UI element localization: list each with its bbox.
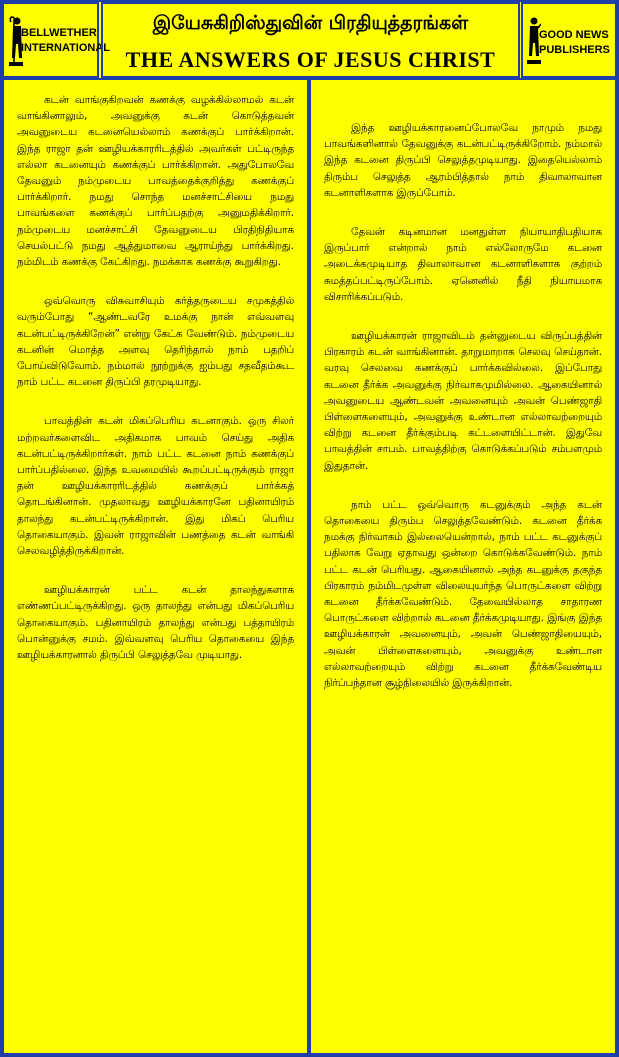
- paragraph: ஊழியக்காரன் பட்ட கடன் தாலந்துகளாக எண்ணப்பட்டிருக்கிறது. ஒரு தாலந்து என்பது மிகப்பெரிய தொகையாகும். பதினாயிரம் தாலந்து என்பது பத்தாயிரம் பொன்னுக்கு சமம். இவ்வளவு பெரிய தொகையை இந்த ஊழியக்காரனால் திருப்பி செலுத்தவே முடியாது.: [17, 584, 294, 662]
- logo-line: GOOD NEWS: [539, 29, 609, 41]
- paragraph: பாவத்தின் கடன் மிகப்பெரிய கடனாகும். ஒரு சிலர் மற்றவர்களைவிட அதிகமாக பாவம் செய்து அதிக கடன்பட்டிருக்கிறார்கள். நாம் பட்ட கடனை நாம் கணக்குப் பார்ப்பதில்லை. இந்த உவமையில் கூறப்பட்டிருக்கும் ராஜா தன் ஊழியக்காரரிடத்தில் கணக்குப் பார்க்கத் தொடங்கினான். முதலாவது ஊழியக்காரனே பதினாயிரம் தாலந்து கடன்பட்டிருக்கிறான். இது மிகப் பெரிய தொகையாகும். இவன் ராஜாவின் பணத்தை கடன் வாங்கி செலவழித்திருக்கிறான்.: [17, 415, 294, 558]
- paragraph: ஒவ்வொரு விசுவாசியும் கர்த்தருடைய சமுகத்தில் வரும்போது “ஆண்டவரே உமக்கு நான் எவ்வளவு கடன்பட்டிருக்கிறேன்” என்று கேட்க வேண்டும். நம்முடைய கடனின் மொத்த அளவு தெரிந்தால் நாம் பதறிப் போய்விடுவோம். நம்மால் நூற்றுக்கு ஐம்பது சதவீதம்கூட நாம் பட்ட கடனை திருப்பி தரமுடியாது.: [17, 295, 294, 389]
- paragraph: நாம் பட்ட ஒவ்வொரு கடனுக்கும் அந்த கடன் தொகையை திரும்ப செலுத்தவேண்டும். கடனை தீர்க்க நமக்கு நிர்வாகம் இல்லையென்றால், நாம் பட்ட கடனுக்குப் பதிலாக வேறு ஏதாவது ஒன்றை கொடுக்கவேண்டும். நாம் பட்ட கடன் பெரியது. ஆகையினால் அந்த கடனுக்கு தகுந்த பிரகாரம் நம்மிடமுள்ள விலையுயர்ந்த பொருட்களை விற்று கடனை தீர்க்கவேண்டும். தேவையில்லாத சாதாரண பொருட்களை விற்றால் கடனை தீர்க்கமுடியாது. இங்கு இந்த ஊழியக்காரன் அவனையும், அவன் பெண்ஜாதியையும், அவன் பிள்ளைகளையும், அவனுக்கு உண்டான எல்லாவற்றையும் விற்று கடனை தீர்க்கவேண்டிய நிர்ப்பந்தான சூழ்நிலையில் இருக்கிறான்.: [324, 498, 602, 690]
- left-column: [2, 78, 309, 1055]
- bellwether-logo-text: [21, 26, 110, 56]
- page-title-english: THE ANSWERS OF JESUS CHRIST: [125, 47, 496, 72]
- paragraph: கடன் வாங்குகிறவன் கணக்கு வழக்கில்லாமல் கடன் வாங்கினாலும், அவனுக்கு கடன் கொடுத்தவன் அவனுடைய கடனையெல்லாம் கணக்குப் பார்க்கிறான். இந்த ராஜா தன் ஊழியக்காரரிடத்தில் அவர்கள் பட்டிருந்த எல்லா கடனையும் கணக்குப் பார்க்கிறான். அதுபோலவே தேவனும் நம்முடைய பாவத்தைக்குறித்து கணக்குப் பார்க்கிறார். நமது சொந்த மனச்சாட்சியை நமது பாவங்களை கணக்குப் பார்ப்பதற்கு அனுமதிக்கிறார். நம்முடைய மனச்சாட்சி தேவனுடைய பிரதிநிதியாக செயல்பட்டு நமது ஆத்துமாவை ஆராய்ந்து பார்க்கிறது. நம்மிடம் கணக்கு கேட்கிறது. நமக்காக கணக்கு கூறுகிறது.: [17, 94, 294, 269]
- paragraph: ஊழியக்காரன் ராஜாவிடம் தன்னுடைய விருப்பத்தின் பிரகாரம் கடன் வாங்கினான். தாறுமாறாக செலவு செய்தான். வரவு செலவை கணக்குப் பார்க்கவில்லை. இப்போது கடனை தீர்க்க அவனுக்கு நிர்வாகமுமில்லை. ஆகையினால் அவனுடைய ஆண்டவன் அவனையும் அவன் பெண்ஜாதி பிள்ளைகளையும், அவனுக்கு உண்டான எல்லாவற்றையும் விற்று கடனை தீர்க்கும்படி கட்டளையிட்டான். இதுவே பாவத்தின் சாபம். பாவத்திற்கு கொடுக்கப்படும் சம்பளமும் இதுதான்.: [324, 330, 602, 472]
- paragraph: இந்த ஊழியக்காரனைப்போலவே நாமும் நமது பாவங்களினால் தேவனுக்கு கடன்பட்டிருக்கிறோம். நம்மால் இந்த கடனை திருப்பி செலுத்தமுடியாது. இதையெல்லாம் திரும்ப செலுத்த ஆரம்பித்தால் நாம் திவாலாவான கடனாளிகளாக இருப்போம்.: [324, 122, 602, 199]
- bellwether-logo: [2, 2, 111, 78]
- logo-line: PUBLISHERS: [539, 44, 610, 56]
- right-column: [309, 78, 617, 1055]
- logo-line: INTERNATIONAL: [21, 42, 111, 54]
- title-block: [101, 2, 520, 78]
- good-news-logo-text: [539, 28, 610, 58]
- paragraph: தேவன் கடினமான மனதுள்ள நியாயாதிபதியாக இருப்பார் என்றால் நாம் எல்லோருமே கடனை அடைக்கமுடியாத திவாலாவான கடனாளிகளாக குற்றம் சுமத்தப்பட்டிருப்போம். ஏனெனில் நீதி நியாயமாக விசாரிக்கப்படும்.: [324, 226, 602, 303]
- logo-line: BELLWETHER: [21, 27, 97, 39]
- header: [2, 2, 617, 78]
- good-news-logo: [521, 2, 617, 78]
- page-title-tamil: இயேசுகிறிஸ்துவின் பிரதியுத்தரங்கள்: [152, 12, 469, 34]
